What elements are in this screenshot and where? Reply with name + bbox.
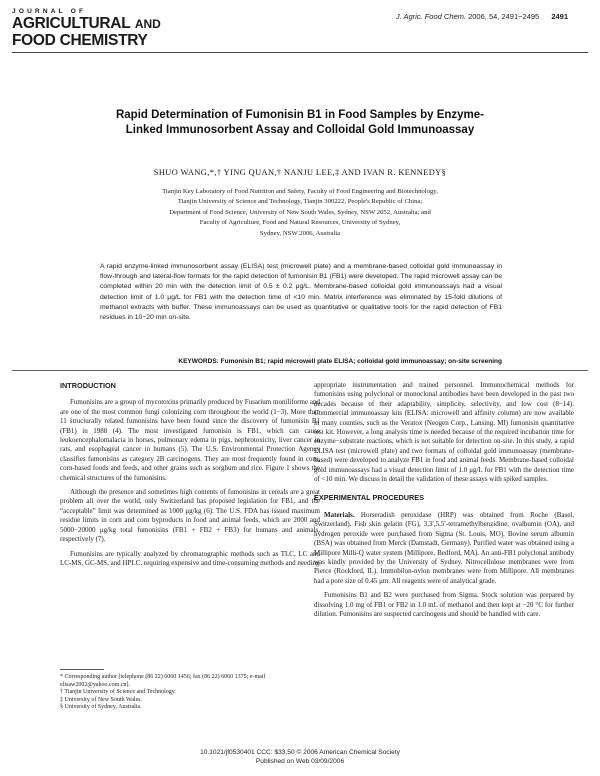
paragraph-materials — [314, 511, 574, 586]
affiliation-line: Sydney, NSW 2006, Australia — [259, 229, 341, 237]
article-title: Rapid Determination of Fumonisin B1 in Food Samples by Enzyme-Linked Immunosorbent Assay and Colloidal Gold Immunoassay — [115, 109, 485, 136]
materials-label: Materials. — [324, 510, 355, 519]
masthead-agricultural: AGRICULTURAL — [12, 15, 131, 32]
published-line: Published on Web 03/09/2006 — [255, 757, 345, 765]
section-heading-introduction: INTRODUCTION — [60, 381, 116, 390]
paragraph: Fumonisins B1 and B2 were purchased from Sigma. Stock solution was prepared by dissolving 1.0 mg of FB1 or FB2 in 1.0 mL of methanol and then kept at −20 °C for further dilution. Fumonisins are suspected carcinogens and should be handled with care. — [314, 591, 574, 618]
paragraph: Fumonisins are typically analyzed by chromatographic methods such as TLC, LC and LC-MS, GC-MS, and HPLC, requiring expensive and time-consuming methods and needing — [60, 549, 320, 567]
footnote: § University of Sydney, Australia. — [60, 704, 142, 711]
keywords-rule — [12, 370, 588, 371]
footnote-rule — [60, 669, 104, 670]
footnote: † Tianjin University of Science and Technology. — [60, 689, 176, 696]
footnote: ‡ University of New South Wales. — [60, 696, 143, 703]
doi-footer — [0, 749, 600, 766]
doi-line: 10.1021/jf0530401 CCC: $33.50 © 2006 American Chemical Society — [200, 749, 400, 756]
footnote-corresponding: * Corresponding author [telephone (86 22) 6060 1456; fax (86 22) 6060 1375; e-mail elisaw2002@yahoo.com.cn]. — [60, 674, 266, 688]
masthead-journal-of: JOURNAL OF — [12, 8, 87, 15]
page-number: 2491 — [551, 12, 568, 21]
masthead-and: AND — [134, 17, 161, 31]
right-column — [314, 381, 574, 624]
author-list: SHUO WANG,*,† YING QUAN,† NANJU LEE,‡ AND IVAN R. KENNEDY§ — [153, 168, 447, 177]
header-rule — [12, 52, 588, 53]
section-heading-experimental: EXPERIMENTAL PROCEDURES — [314, 493, 425, 503]
keywords-label: KEYWORDS: — [178, 358, 219, 365]
citation-year-volume: 2006, 54, 2491−2495 — [468, 12, 540, 21]
masthead-food-chemistry: FOOD CHEMISTRY — [12, 32, 148, 49]
keywords-text: Fumonisin B1; rapid microwell plate ELISA; colloidal gold immunoassay; on-site screening — [220, 358, 502, 365]
paragraph: appropriate instrumentation and trained personnel. Immunochemical methods for fumonisins using polyclonal or monoclonal antibodies have been developed in the past two decades because of their adaptability, simplicity, selectivity, and low cost (8−14). Commercial immunoassay kits (ELISA: microwell and affinity column) are now available in many counties, such as the Veratox (Neogen Corp., Lansing, MI) fumonisin quantitative test kit. However, a long analysis time is needed because of the required incubation time for enzyme−substrate reactions, which is not suitable for detection on-site. In this study, a rapid ELISA test (microwell plate) and two formats of colloidal gold immunoassay (membrane-based) were developed to analyze FB1 in food and animal feeds. Membrane-based colloidal gold immunoassays had a visual detection limit of 1.0 μg/L for FB1 with the detection time of <10 min. We discuss in detail the validation of these assays with spiked samples. — [314, 381, 574, 484]
footnotes — [60, 674, 318, 712]
journal-masthead — [12, 8, 222, 49]
citation-journal: J. Agric. Food Chem. — [395, 12, 466, 21]
affiliation-line: Faculty of Agriculture, Food and Natural Resources, University of Sydney, — [199, 219, 401, 227]
materials-text: Horseradish peroxidase (HRP) was obtained from Roche (Basel, Switzerland). Fish skin gelatin (FG), 3,3′,5,5′-tetramethylbenzidine, ovalbumin (OA), and hydrogen peroxide were purchased from Sigma (St. Louis, MO). Bovine serum albumin (BSA) was obtained from Merck (Damstadt, Germany). Purified water was obtained using a Millipore Milli-Q water system (Millipore, Bedford, MA). An anti-FB1 polyclonal antibody was kindly provided by the University of Sydney. Nitrocellulose membranes were from Pierce (Rockford, IL). Immobilon-nylon membranes were from Millipore. All membranes had a pore size of 0.45 μm. All reagents were of analytical grade. — [314, 510, 574, 585]
paragraph: Although the presence and sometimes high contents of fumonisins in cereals are a great problem all over the world, only Switzerland has proposed legislation for FB1, and the “acceptable” limit was determined as 1000 μg/kg (6). The U.S. FDA has issued maximum residue limits in corn and corn byproducts in food and animal feeds, which are 2000 and 5000−20000 μg/kg total fumonisins (FB1 + FB2 + FB3) for humans and animals, respectively (7). — [60, 488, 320, 544]
affiliation-line: Tianjin University of Science and Technology, Tianjin 300222, People's Republic of China; — [177, 198, 423, 206]
paragraph: Fumonisins are a group of mycotoxins primarily produced by Fusarium moniliforme and are one of the most common fungi colonizing corn throughout the world (1−3). More than 11 structurally related fumonisins have been found since the discovery of fumonisin B1 (FB1) in 1988 (4). The most investigated fumonisin is FB1, which can cause leukoencephalomalacia in horses, pulmonary edema in pigs, nephrotoxicity, liver cancer in rats, and esophageal cancer in humans (5). The U.S. Environmental Protection Agency classifies fumonisins as category 2B carcinogens. They are most frequently found in corn, corn-based foods and feeds, and other grains such as sorghum and rice. Figure 1 shows the chemical structures of the fumonisins. — [60, 398, 320, 482]
left-column — [60, 381, 320, 573]
affiliations — [150, 187, 450, 239]
abstract: A rapid enzyme-linked immunosorbent assay (ELISA) test (microwell plate) and a membrane-based colloidal gold immunoassay in flow-through and lateral-flow formats for the rapid detection of fumonisin B1 (FB1) were developed. The rapid microwell assay can be completed within 20 min with the detection limit of 0.5 ± 0.2 μg/L. Membrane-based colloidal gold immunoassays had a visual detection limit of 1.0 μg/L for FB1 with the detection time of <10 min. Matrix interference was eliminated by 15-fold dilutions of methanol extracts with buffer. These immunoassays can be used as quantitative or qualitative tools for the rapid detection of FB1 residues in 10−20 min on-site. — [100, 263, 502, 322]
affiliation-line: Department of Food Science, University of New South Wales, Sydney, NSW 2052, Australia; and — [169, 208, 431, 216]
keywords — [100, 358, 502, 365]
citation-line — [396, 12, 568, 21]
affiliation-line: Tianjin Key Laboratory of Food Nutrition and Safety, Faculty of Food Engineering and Biotechnology, — [162, 188, 438, 195]
